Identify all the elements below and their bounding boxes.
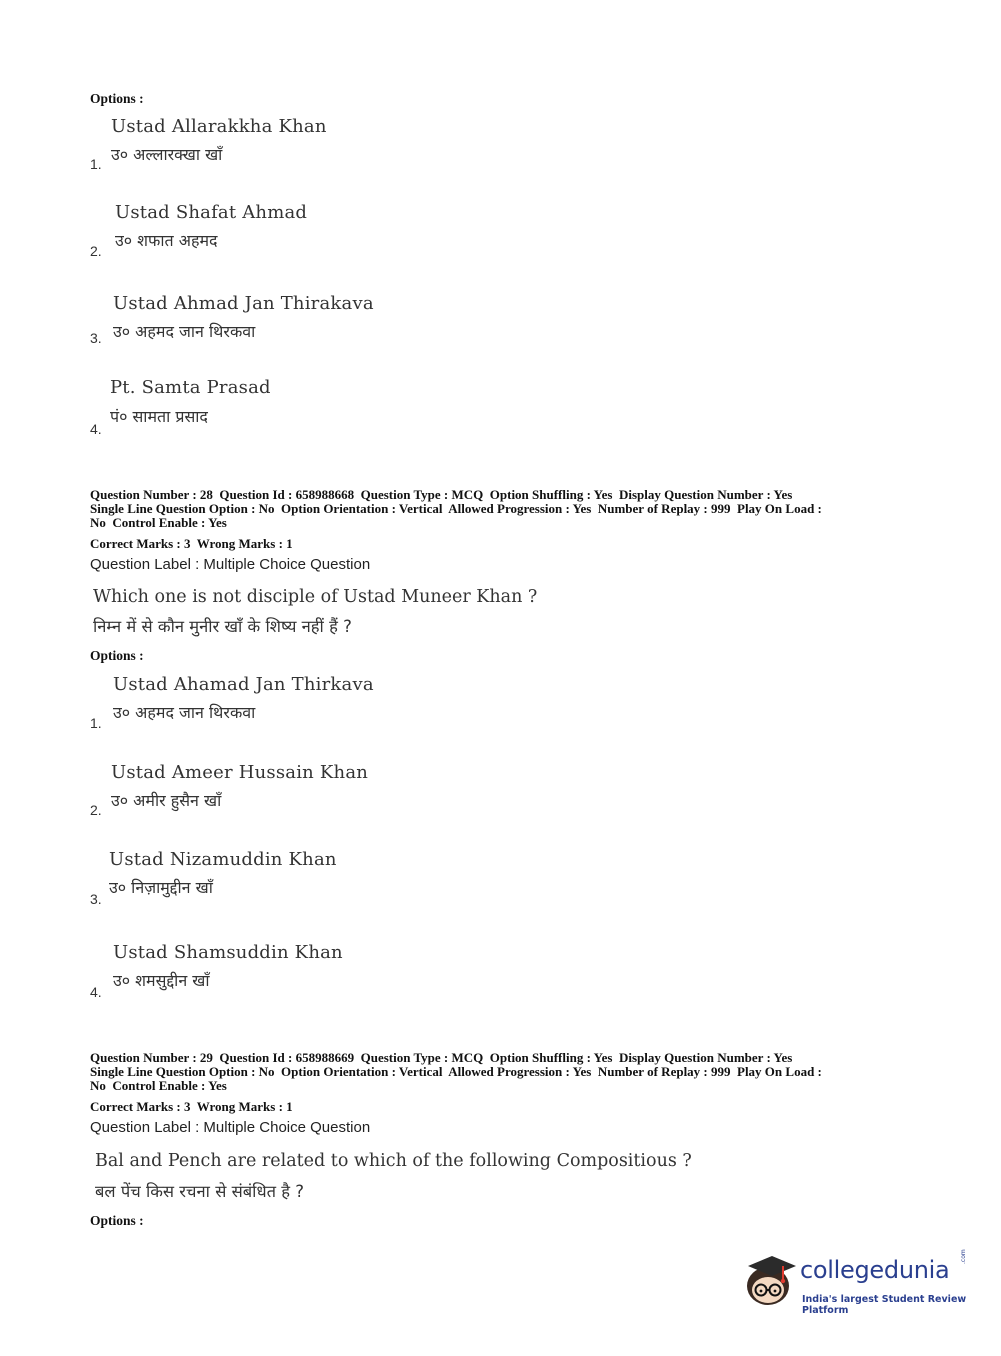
logo-tagline: India's largest Student Review Platform bbox=[802, 1294, 967, 1316]
options-label: Options : bbox=[90, 91, 144, 106]
option-3 bbox=[90, 849, 490, 909]
option-text-hi: उ० अहमद जान थिरकवा bbox=[113, 703, 256, 722]
option-4 bbox=[90, 377, 490, 441]
option-number: 4. bbox=[90, 984, 102, 1000]
graduate-mascot-icon bbox=[742, 1252, 800, 1310]
option-text-en: Ustad Shafat Ahmad bbox=[115, 202, 308, 223]
option-4 bbox=[90, 942, 490, 1002]
logo-dotcom: .com bbox=[960, 1249, 967, 1264]
option-text-en: Ustad Ahamad Jan Thirkava bbox=[113, 674, 374, 695]
option-1 bbox=[90, 116, 490, 176]
question-marks: Correct Marks : 3 Wrong Marks : 1 bbox=[90, 1099, 293, 1114]
option-text-en: Ustad Ahmad Jan Thirakava bbox=[113, 293, 374, 314]
option-text-en: Ustad Allarakkha Khan bbox=[111, 116, 327, 137]
option-text-hi: उ० निज़ामुद्दीन खाँ bbox=[109, 878, 213, 897]
question-meta-line: No Control Enable : Yes bbox=[90, 515, 227, 530]
option-number: 3. bbox=[90, 891, 102, 907]
option-number: 4. bbox=[90, 421, 102, 437]
option-text-hi: उ० शफात अहमद bbox=[115, 231, 218, 250]
question-meta-line: Question Number : 28 Question Id : 658988668 Question Type : MCQ Option Shuffling : Yes Display Question Number : Yes bbox=[90, 487, 793, 502]
option-text-hi: उ० अल्लारक्खा खाँ bbox=[111, 145, 223, 164]
option-text-hi: उ० शमसुद्दीन खाँ bbox=[113, 971, 210, 990]
question-meta-line: Single Line Question Option : No Option Orientation : Vertical Allowed Progression : Yes Number of Replay : 999 Play On Load : bbox=[90, 501, 822, 516]
option-text-hi: उ० अमीर हुसैन खाँ bbox=[111, 791, 222, 810]
option-2 bbox=[90, 762, 490, 822]
question-text-hi: बल पेंच किस रचना से संबंधित है ? bbox=[95, 1182, 305, 1201]
option-text-en: Ustad Nizamuddin Khan bbox=[109, 849, 337, 870]
option-text-hi: उ० अहमद जान थिरकवा bbox=[113, 322, 256, 341]
option-2 bbox=[90, 202, 490, 262]
question-marks: Correct Marks : 3 Wrong Marks : 1 bbox=[90, 536, 293, 551]
option-1 bbox=[90, 674, 490, 734]
question-label: Question Label : Multiple Choice Question bbox=[90, 556, 371, 573]
question-meta-line: Question Number : 29 Question Id : 658988669 Question Type : MCQ Option Shuffling : Yes Display Question Number : Yes bbox=[90, 1050, 793, 1065]
question-text-hi: निम्न में से कौन मुनीर खाँ के शिष्य नहीं हैं ? bbox=[93, 617, 352, 636]
options-label: Options : bbox=[90, 1213, 144, 1228]
option-number: 1. bbox=[90, 715, 102, 731]
option-number: 2. bbox=[90, 802, 102, 818]
question-label: Question Label : Multiple Choice Question bbox=[90, 1119, 371, 1136]
option-number: 2. bbox=[90, 243, 102, 259]
option-text-en: Pt. Samta Prasad bbox=[110, 377, 271, 398]
collegedunia-logo bbox=[742, 1250, 972, 1314]
question-text-en: Bal and Pench are related to which of the following Compositious ? bbox=[95, 1151, 692, 1171]
option-text-hi: पं० सामता प्रसाद bbox=[110, 407, 208, 426]
option-number: 3. bbox=[90, 330, 102, 346]
option-number: 1. bbox=[90, 156, 102, 172]
logo-wordmark: collegedunia bbox=[800, 1256, 950, 1284]
question-meta-line: No Control Enable : Yes bbox=[90, 1078, 227, 1093]
option-text-en: Ustad Ameer Hussain Khan bbox=[111, 762, 369, 783]
option-text-en: Ustad Shamsuddin Khan bbox=[113, 942, 343, 963]
question-text-en: Which one is not disciple of Ustad Muneer Khan ? bbox=[93, 587, 538, 607]
question-meta-line: Single Line Question Option : No Option Orientation : Vertical Allowed Progression : Yes Number of Replay : 999 Play On Load : bbox=[90, 1064, 822, 1079]
options-label: Options : bbox=[90, 648, 144, 663]
option-3 bbox=[90, 293, 490, 353]
